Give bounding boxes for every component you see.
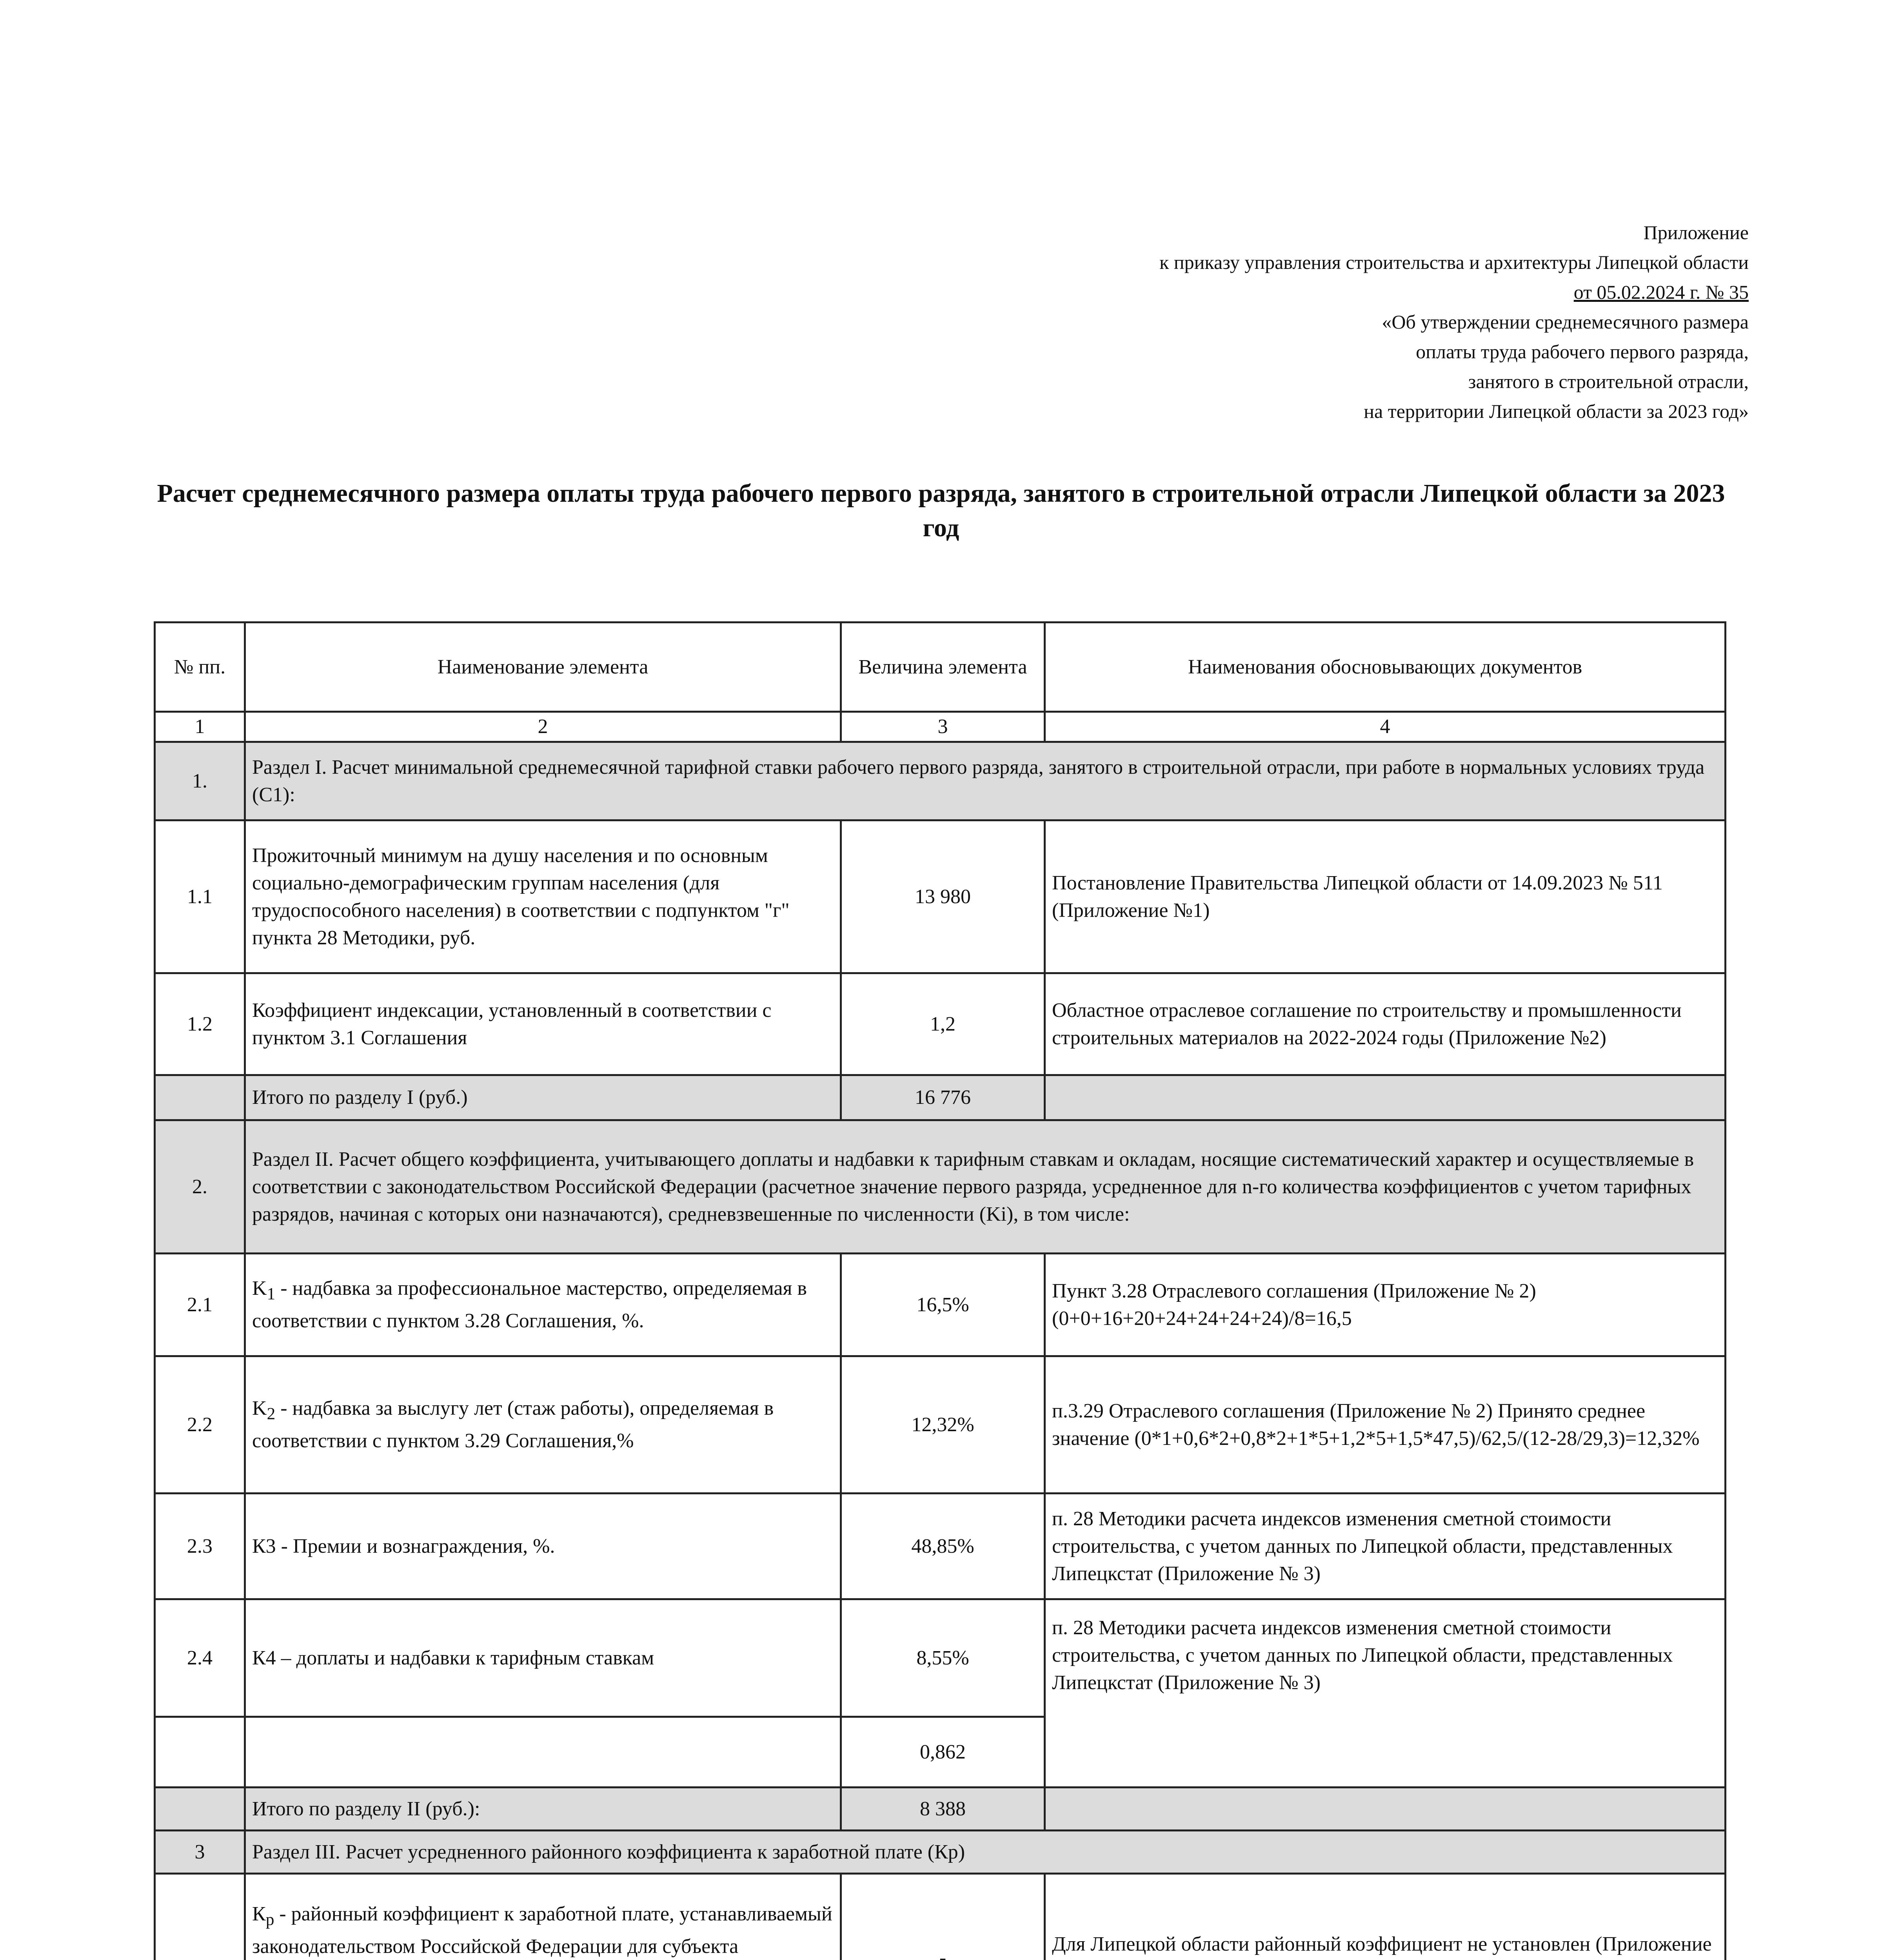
document-reference: Постановление Правительства Липецкой области от 14.09.2023 № 511 (Приложение №1): [1045, 820, 1726, 973]
total-label: Итого по разделу I (руб.): [245, 1075, 841, 1120]
column-number: 1: [155, 712, 245, 742]
element-name: [245, 1254, 841, 1356]
table-header-row: [155, 622, 1726, 712]
column-number: 3: [841, 712, 1045, 742]
coef-subscript: 1: [267, 1284, 276, 1303]
column-number-row: [155, 712, 1726, 742]
row-number: 2.3: [155, 1494, 245, 1599]
section-title: Раздел II. Расчет общего коэффициента, учитывающего доплаты и надбавки к тарифным ставкам и окладам, носящие систематический характер и осуществляемые в соответствии с законодательством Российской Федерации (расчетное значение первого разряда, усредненное для n-го количества коэффициентов с учетом тарифных разрядов, начиная с которых они назначаются), средневзвешенные по численности (Ki), в том числе:: [245, 1120, 1726, 1254]
element-value: 8,55%: [841, 1599, 1045, 1717]
empty-cell: [245, 1717, 841, 1788]
empty-cell: [155, 1874, 245, 1960]
document-title: Расчет среднемесячного размера оплаты труда рабочего первого разряда, занятого в строительной отрасли Липецкой области за 2023 год: [157, 479, 1725, 542]
element-name: Коэффициент индексации, установленный в соответствии с пунктом 3.1 Соглашения: [245, 973, 841, 1075]
element-value: 12,32%: [841, 1356, 1045, 1494]
row-number: 2.4: [155, 1599, 245, 1717]
table-row: [155, 1599, 1726, 1717]
element-name: [245, 1874, 841, 1960]
table-row: [155, 820, 1726, 973]
element-value: 16,5%: [841, 1254, 1045, 1356]
section-number: 2.: [155, 1120, 245, 1254]
row-number: 1.1: [155, 820, 245, 973]
order-date-number: от 05.02.2024 г. № 35: [1573, 281, 1749, 303]
element-name: [245, 1356, 841, 1494]
appendix-label: Приложение: [1643, 221, 1749, 243]
empty-cell: [155, 1788, 245, 1831]
coef-symbol: K: [252, 1277, 267, 1299]
document-reference: Областное отраслевое соглашение по строительству и промышленности строительных материалов на 2022-2024 годы (Приложение №2): [1045, 973, 1726, 1075]
order-title-line4: на территории Липецкой области за 2023 год»: [1364, 400, 1749, 422]
element-description: - районный коэффициент к заработной плате, устанавливаемый законодательством Российской Федерации для субъекта: [252, 1902, 832, 1958]
table-row: [155, 1874, 1726, 1960]
coef-subscript: р: [265, 1910, 274, 1929]
calculation-table: [154, 621, 1726, 1960]
order-title-line3: занятого в строительной отрасли,: [1468, 370, 1749, 392]
coef-symbol: K: [252, 1397, 267, 1419]
document-reference: п.3.29 Отраслевого соглашения (Приложение № 2) Принято среднее значение (0*1+0,6*2+0,8*2+1*5+1,2*5+1,5*47,5)/62,5/(12-28/29,3)=12,32%: [1045, 1356, 1726, 1494]
coefficient-sum-value: 0,862: [841, 1717, 1045, 1788]
empty-cell: [155, 1075, 245, 1120]
section-title: Раздел I. Расчет минимальной среднемесячной тарифной ставки рабочего первого разряда, занятого в строительной отрасли, при работе в нормальных условиях труда (С1):: [245, 742, 1726, 820]
order-reference: к приказу управления строительства и архитектуры Липецкой области: [1159, 251, 1749, 273]
element-value: 1,2: [841, 973, 1045, 1075]
section-2-row: [155, 1120, 1726, 1254]
coef-symbol: К: [252, 1902, 266, 1925]
header-number: № пп.: [155, 622, 245, 712]
element-description: - надбавка за выслугу лет (стаж работы), определяемая в соответствии с пунктом 3.29 Соглашения,%: [252, 1397, 774, 1452]
appendix-header: [1159, 218, 1749, 426]
row-number: 1.2: [155, 973, 245, 1075]
header-element-value: Величина элемента: [841, 622, 1045, 712]
section-1-row: [155, 742, 1726, 820]
total-value: 16 776: [841, 1075, 1045, 1120]
element-name: К3 - Премии и вознаграждения, %.: [245, 1494, 841, 1599]
empty-cell: [1045, 1075, 1726, 1120]
section-number: 3: [155, 1831, 245, 1874]
empty-cell: [155, 1717, 245, 1788]
document-reference: Пункт 3.28 Отраслевого соглашения (Приложение № 2) (0+0+16+20+24+24+24+24)/8=16,5: [1045, 1254, 1726, 1356]
row-number: 2.1: [155, 1254, 245, 1356]
element-description: - надбавка за профессиональное мастерство, определяемая в соответствии с пунктом 3.28 Соглашения, %.: [252, 1277, 807, 1332]
table-row: [155, 973, 1726, 1075]
header-element-name: Наименование элемента: [245, 622, 841, 712]
section-title: Раздел III. Расчет усредненного районного коэффициента к заработной плате (Кр): [245, 1831, 1726, 1874]
element-name: К4 – доплаты и надбавки к тарифным ставкам: [245, 1599, 841, 1717]
document-reference: Для Липецкой области районный коэффициент не установлен (Приложение: [1045, 1874, 1726, 1960]
document-reference: п. 28 Методики расчета индексов изменения сметной стоимости строительства, с учетом данных по Липецкой области, представленных Липецкстат (Приложение № 3): [1045, 1494, 1726, 1599]
element-value: 13 980: [841, 820, 1045, 973]
column-number: 4: [1045, 712, 1726, 742]
section-2-total-row: [155, 1788, 1726, 1831]
order-title-line2: оплаты труда рабочего первого разряда,: [1416, 341, 1749, 363]
table-row: [155, 1254, 1726, 1356]
coef-subscript: 2: [267, 1404, 276, 1423]
table-row: [155, 1494, 1726, 1599]
element-value: -: [841, 1874, 1045, 1960]
section-3-row: [155, 1831, 1726, 1874]
section-number: 1.: [155, 742, 245, 820]
total-value: 8 388: [841, 1788, 1045, 1831]
total-label: Итого по разделу II (руб.):: [245, 1788, 841, 1831]
element-value: 48,85%: [841, 1494, 1045, 1599]
document-reference: п. 28 Методики расчета индексов изменения сметной стоимости строительства, с учетом данных по Липецкой области, представленных Липецкстат (Приложение № 3): [1045, 1599, 1726, 1788]
empty-cell: [1045, 1788, 1726, 1831]
table-row: [155, 1356, 1726, 1494]
section-1-total-row: [155, 1075, 1726, 1120]
order-title-line1: «Об утверждении среднемесячного размера: [1382, 311, 1749, 333]
column-number: 2: [245, 712, 841, 742]
row-number: 2.2: [155, 1356, 245, 1494]
header-documents: Наименования обосновывающих документов: [1045, 622, 1726, 712]
element-name: Прожиточный минимум на душу населения и по основным социально-демографическим группам населения (для трудоспособного населения) в соответствии с подпунктом "г" пункта 28 Методики, руб.: [245, 820, 841, 973]
